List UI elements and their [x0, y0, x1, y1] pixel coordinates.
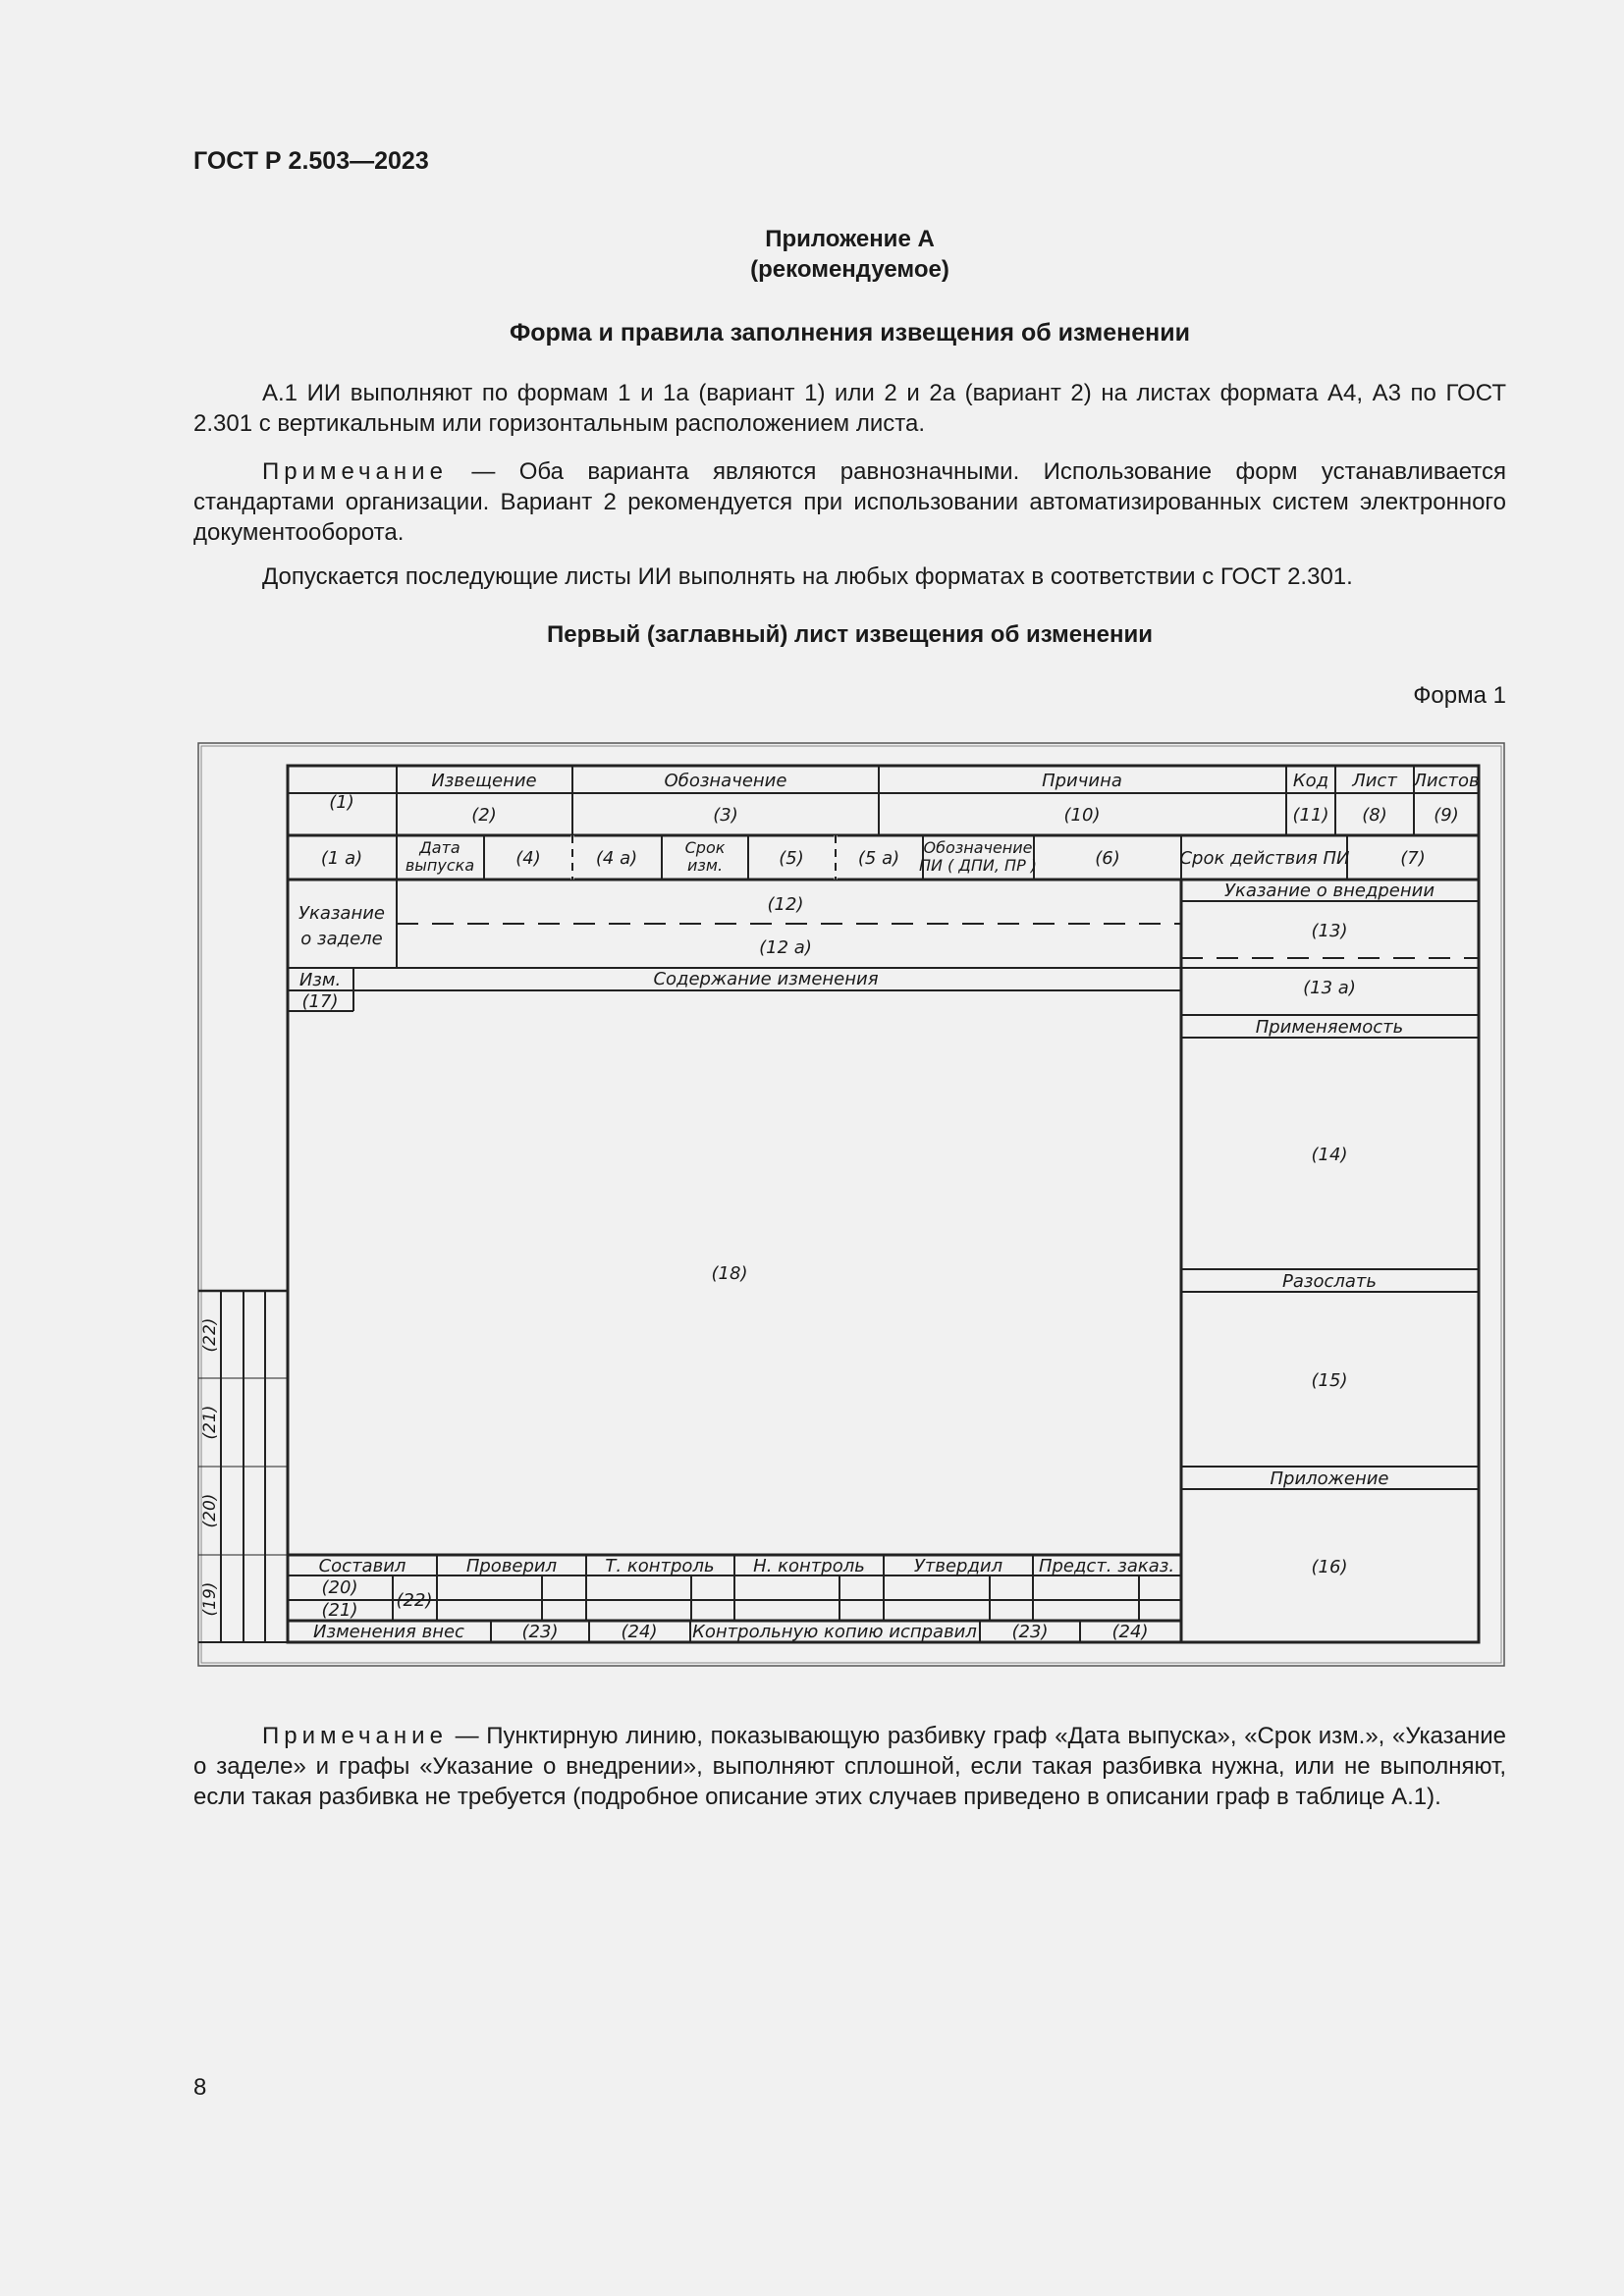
paragraph-a1: А.1 ИИ выполняют по формам 1 и 1а (вариант 1) или 2 и 2а (вариант 2) на листах формата А4, А3 по ГОСТ 2.301 с вертикальным или горизонтальным расположением листа.: [193, 380, 1506, 437]
cell-1: (1): [329, 792, 354, 813]
cell-3: (3): [713, 805, 738, 826]
form-label: Форма 1: [1413, 682, 1506, 709]
label-soderzhanie: Содержание изменения: [653, 969, 879, 989]
label-kontrolnaya-kopiya: Контрольную копию исправил: [692, 1622, 977, 1642]
cell-24-left: (24): [621, 1622, 658, 1642]
label-prichina: Причина: [1042, 771, 1122, 791]
cell-4a: (4 а): [595, 848, 638, 869]
cell-8: (8): [1362, 805, 1387, 826]
section-title: Форма и правила заполнения извещения об изменении: [509, 319, 1191, 347]
paragraph-formats: Допускается последующие листы ИИ выполнять на любых форматах в соответствии с ГОСТ 2.301.: [262, 563, 1353, 590]
label-o-zadele: о заделе: [300, 929, 383, 949]
appendix-title: Приложение А: [765, 226, 935, 252]
cell-7: (7): [1400, 848, 1426, 869]
margin-19: (19): [200, 1581, 220, 1617]
label-sostavil: Составил: [318, 1556, 406, 1576]
label-izm: изм.: [686, 856, 724, 875]
label-primenyaemost: Применяемость: [1255, 1017, 1404, 1038]
subsection-title: Первый (заглавный) лист извещения об изменении: [547, 621, 1153, 648]
label-oboznachenie: Обозначение: [664, 771, 787, 791]
label-izm-col: Изм.: [298, 970, 342, 990]
cell-12a: (12 а): [759, 937, 812, 958]
note-label: Примечание: [262, 458, 448, 485]
label-list: Лист: [1352, 771, 1397, 791]
margin-20: (20): [200, 1493, 220, 1528]
label-proveril: Проверил: [465, 1556, 558, 1576]
cell-10: (10): [1063, 805, 1101, 826]
cell-15: (15): [1311, 1370, 1348, 1391]
margin-22: (22): [200, 1317, 220, 1353]
cell-13: (13): [1311, 921, 1348, 941]
label-predst-zakaz: Предст. заказ.: [1038, 1556, 1175, 1576]
margin-21: (21): [200, 1405, 220, 1440]
cell-21: (21): [321, 1600, 358, 1621]
label-srok: Срок: [684, 838, 726, 857]
cell-22: (22): [396, 1590, 433, 1611]
cell-6: (6): [1095, 848, 1120, 869]
cell-9: (9): [1434, 805, 1459, 826]
label-vypuska: выпуска: [405, 856, 475, 875]
cell-23-left: (23): [521, 1622, 559, 1642]
page-number: 8: [193, 2074, 207, 2101]
cell-2: (2): [471, 805, 497, 826]
cell-23-right: (23): [1011, 1622, 1049, 1642]
label-data: Дата: [419, 838, 460, 857]
cell-11: (11): [1292, 805, 1329, 826]
cell-14: (14): [1311, 1145, 1348, 1165]
label-prilozhenie: Приложение: [1270, 1468, 1389, 1489]
label-kod: Код: [1292, 771, 1329, 791]
cell-1a: (1 а): [320, 848, 363, 869]
cell-13a: (13 а): [1303, 978, 1356, 998]
label-oboznachenie-pi: Обозначение: [923, 838, 1033, 857]
label-utverdil: Утвердил: [913, 1556, 1003, 1576]
label-razoslat: Разослать: [1282, 1271, 1377, 1292]
label-izmeneniya-vnes: Изменения внес: [313, 1622, 464, 1642]
label-listov: Листов: [1413, 771, 1480, 791]
cell-5a: (5 а): [857, 848, 900, 869]
label-ukazanie-vnedrenii: Указание о внедрении: [1223, 881, 1435, 901]
label-izveshchenie: Извещение: [431, 771, 537, 791]
note-2-label: Примечание: [262, 1723, 448, 1749]
note-1: Примечание — Оба варианта являются равнозначными. Использование форм устанавливается стандартами организации. Вариант 2 рекомендуется при использовании автоматизированных систем электронного документооборота.: [193, 458, 1506, 546]
cell-20: (20): [321, 1577, 358, 1598]
cell-18: (18): [711, 1263, 748, 1284]
appendix-subtitle: (рекомендуемое): [750, 256, 949, 283]
label-t-kontrol: Т. контроль: [605, 1556, 715, 1576]
label-n-kontrol: Н. контроль: [753, 1556, 865, 1576]
cell-16: (16): [1311, 1557, 1348, 1577]
cell-17: (17): [301, 991, 339, 1012]
cell-5: (5): [779, 848, 804, 869]
label-srok-pi: Срок действия ПИ: [1179, 848, 1350, 869]
label-ukazanie: Указание: [298, 903, 386, 924]
standard-header: ГОСТ Р 2.503—2023: [193, 147, 429, 175]
note-2: Примечание — Пунктирную линию, показывающую разбивку граф «Дата выпуска», «Срок изм.», «Указание о заделе» и графы «Указание о внедрении», выполняют сплошной, если такая разбивка нужна, или не выполняют, если такая разбивка не требуется (подробное описание этих случаев приведено в описании граф в таблице А.1).: [193, 1723, 1506, 1810]
label-pi-dpi-pr: ПИ ( ДПИ, ПР ): [918, 856, 1038, 875]
cell-12: (12): [767, 894, 804, 915]
cell-24-right: (24): [1111, 1622, 1149, 1642]
cell-4: (4): [515, 848, 541, 869]
